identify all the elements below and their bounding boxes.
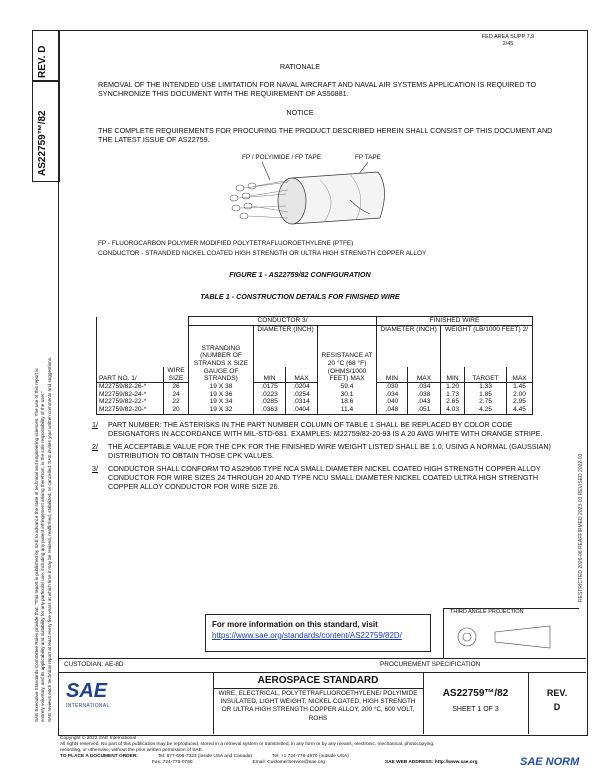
note-item: 1/ PART NUMBER: THE ASTERISKS IN THE PART NUMBER COLUMN OF TABLE 1 SHALL BE REPLACED BY COLOR CODE DESIGNATORS IN ACCORDANCE WITH MIL-STD-681. EXAMPLES: M22759/82-20-93 IS A 20 AWG WHITE WITH ORANGE STRIPE. <box>92 420 543 439</box>
footer-rev-value: D <box>553 702 561 712</box>
rationale-title: RATIONALE <box>279 62 321 71</box>
table-row: M22759/82-20-* 20 19 X 32 .0363 .0404 11.4 .048 .051 4.03 4.25 4.45 <box>97 406 533 414</box>
sae-norm-watermark: SAE NORM <box>520 756 580 768</box>
table-row: M22759/82-24-* 24 19 X 36 .0223 .0254 30.1 .034 .038 1.73 1.85 2.00 <box>97 391 533 399</box>
footer-doc-number: AS22759™/82 <box>442 688 509 699</box>
revision-history-vertical: RESTRICTED 2026-06 REAFFIRMED 2023-03 REVISED 2022-03 <box>578 453 584 602</box>
custodian: CUSTODIAN: AE-8D <box>64 661 124 668</box>
note-item: 2/ THE ACCEPTABLE VALUE FOR THE CPK FOR THE FINISHED WIRE WEIGHT LISTED SHALL BE 1.0, USING A NORMAL (GAUSSIAN) DISTRIBUTION TO OBTAIN THOSE CPK VALUES. <box>92 441 551 461</box>
header-conductor-diameter: DIAMETER (INCH) <box>254 325 318 367</box>
procurement-spec: PROCUREMENT SPECIFICATION <box>380 661 481 668</box>
header-finished-diameter: DIAMETER (INCH) <box>377 325 441 367</box>
table-row: M22759/82-22-* 22 19 X 34 .0285 .0314 18.6 .040 .043 2.65 2.75 2.95 <box>97 398 533 406</box>
margin-notice-3: SAE reviews each technical report at least every five years at which time it may be revised, reaffirmed, stabilized, or cancelled. SAE invites your written comments and suggestions. <box>47 356 52 722</box>
sae-logo: SAE INTERNATIONAL <box>66 680 110 709</box>
header-wire-size: WIRE SIZE <box>164 367 189 383</box>
header-weight-max: MAX <box>507 367 533 383</box>
notes-section <box>92 420 552 492</box>
header-resistance: RESISTANCE AT 20 °C (68 °F) (OHMS/1000 FEET) MAX <box>318 325 377 383</box>
footer-title-underline <box>213 688 423 689</box>
third-angle-projection-symbol <box>455 622 565 652</box>
table-row: M22759/82-26-* 26 19 X 38 .0175 .0204 59.4 .030 .034 1.20 1.33 1.45 <box>97 383 533 391</box>
header-fin-dia-min: MIN <box>377 367 408 383</box>
figure-label-fp-polyimide: FP / POLYIMIDE / FP TAPE <box>242 154 321 161</box>
header-weight-min: MIN <box>441 367 465 383</box>
margin-notice-1: SAE Executive Standards Committee Rules provide that: "This report is published by SAE to advance the state of technical and engineering sciences. The use of this report is <box>34 368 39 722</box>
figure-legend-fp: FP - FLUOROCARBON POLYMER MODIFIED POLYTETRAFLUOROETHYLENE (PTFE) <box>98 240 354 247</box>
more-info-text: For more information on this standard, visit <box>212 620 378 629</box>
notice-title: NOTICE <box>286 108 314 117</box>
standard-link[interactable]: https://www.sae.org/standards/content/AS22759/82D/ <box>212 631 402 640</box>
figure-legend-conductor: CONDUCTOR - STRANDED NICKEL COATED HIGH STRENGTH OR ULTRA HIGH STRENGTH COPPER ALLOY <box>98 250 427 257</box>
wire-configuration-drawing <box>200 160 400 240</box>
header-cond-dia-min: MIN <box>254 367 286 383</box>
header-weight: WEIGHT (LB/1000 FEET) 2/ <box>441 325 533 367</box>
footer-divider-1 <box>58 658 586 659</box>
figure-label-fp-tape: FP TAPE <box>355 154 381 161</box>
document-description: WIRE, ELECTRICAL, POLYTETRAFLUOROETHYLENE/ POLYIMIDE INSULATED, LIGHT WEIGHT, NICKEL COATED, HIGH STRENGTH OR ULTRA HIGH STRENGTH COPPER ALLOY, 200 °C, 600 VOLT, ROHS <box>218 690 418 722</box>
note-item: 3/ CONDUCTOR SHALL CONFORM TO AS29606 TYPE NCA SMALL DIAMETER NICKEL COATED HIGH STRENGTH COPPER ALLOY CONDUCTOR FOR WIRE SIZES 24 THROUGH 20 AND TYPE NCU SMALL DIAMETER NICKEL COATED ULTRA HIGH STRENGTH COPPER ALLOY CONDUCTOR FOR WIRE SIZE 26. <box>92 463 541 492</box>
aerospace-standard-title: AEROSPACE STANDARD <box>257 675 379 686</box>
sheet-number: SHEET 1 OF 3 <box>452 706 499 713</box>
notice-body: THE COMPLETE REQUIREMENTS FOR PROCURING THE PRODUCT DESCRIBED HEREIN SHALL CONSIST OF THIS DOCUMENT AND THE LATEST ISSUE OF AS22759. <box>98 126 553 145</box>
figure-caption: FIGURE 1 - AS22759/82 CONFIGURATION <box>229 270 371 279</box>
header-stranding: STRANDING (NUMBER OF STRANDS X SIZE GAUGE OF STRANDS) <box>189 325 254 383</box>
doc-number-vertical: AS22759™/82 <box>37 110 48 176</box>
margin-notice-2: entirely voluntary, and its applicability and suitability for any particular use, including any patent infringement arising therefrom, is the sole responsibility of the user." <box>40 390 45 722</box>
footer-divider-2 <box>58 672 586 673</box>
projection-label: THIRD ANGLE PROJECTION <box>450 609 524 615</box>
fed-area-stamp: FED AREA SUPP 7,9 2/45 <box>481 34 535 47</box>
more-info-box <box>205 614 431 652</box>
header-weight-target: TARGET <box>465 367 507 383</box>
construction-details-table <box>96 316 533 415</box>
rev-label-vertical: REV. D <box>37 45 48 78</box>
group-finished-wire: FINISHED WIRE <box>377 317 533 326</box>
header-fin-dia-max: MAX <box>407 367 440 383</box>
rationale-body: REMOVAL OF THE INTENDED USE LIMITATION FOR NAVAL AIRCRAFT AND NAVAL AIR SYSTEMS APPLICATION IS REQUIRED TO SYNCHRONIZE THIS DOCUMENT WITH THE REQUIREMENT OF AS50881. <box>98 80 537 99</box>
group-conductor: CONDUCTOR 3/ <box>189 317 377 326</box>
header-cond-dia-max: MAX <box>286 367 318 383</box>
footer-vdiv-2 <box>423 672 424 734</box>
header-part-no: PART NO. 1/ <box>97 367 164 383</box>
footer-rev-label: REV. <box>546 688 568 698</box>
table-caption: TABLE 1 - CONSTRUCTION DETAILS FOR FINISHED WIRE <box>200 292 400 301</box>
copyright-block: Copyright © 2022 SAE International All rights reserved. No part of this publication may be reproduced, stored in a retrieval system or transmitted, in any form or by any means, electronic, mechanical, photocopying, recording, or otherwise, without the prior written permission of SAE. TO PLACE A DOCUMENT ORDER: Tel: 877-606-7323 (inside USA and Canada) Tel: +1 724-776-4970 (outside USA) Fax: 724-776-0790 Email: CustomerService@sae.org SAE WEB ADDRESS: http://www.sae.org <box>60 736 478 765</box>
